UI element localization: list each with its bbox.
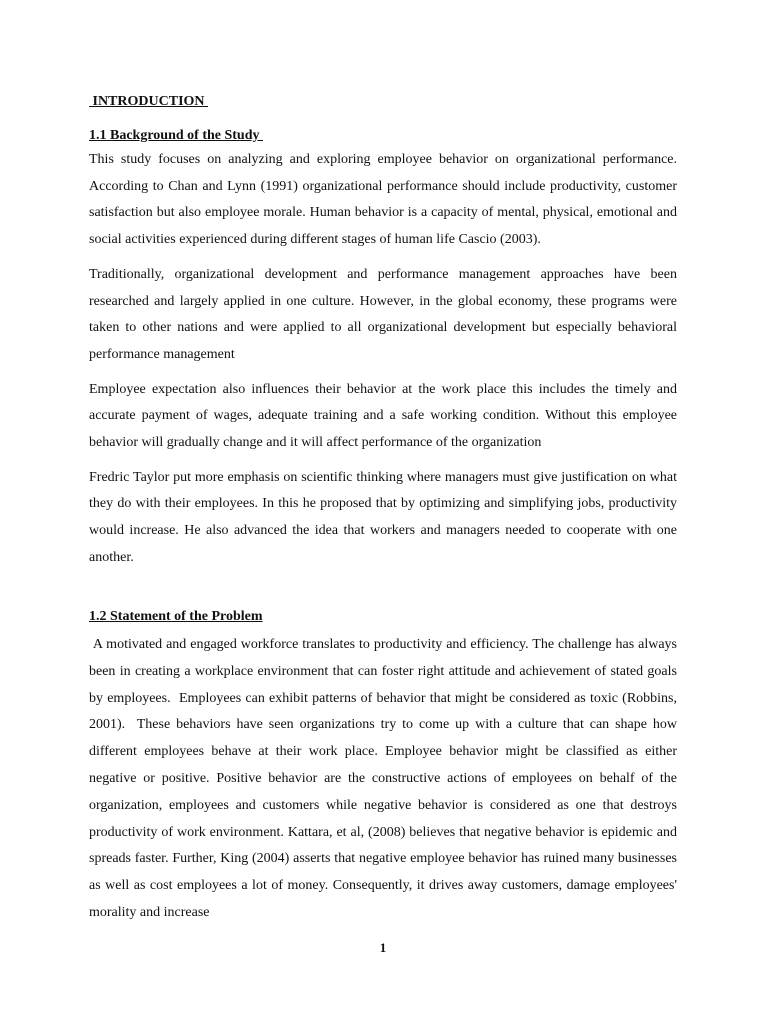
problem-section (89, 632, 681, 935)
background-section (89, 147, 681, 580)
background-paragraph: Employee expectation also influences their behavior at the work place this includes the timely and accurate payment of wages, adequate training and a safe working condition. Without this employee behavior will gradually change and it will affect performance of the organization (89, 381, 681, 451)
background-paragraph: Fredric Taylor put more emphasis on scientific thinking where managers must give justification on what they do with their employees. In this he proposed that by optimizing and simplifying jobs, productivity would increase. He also advanced the idea that workers and managers needed to cooperate with one another. (89, 469, 681, 565)
background-paragraph: Traditionally, organizational development and performance management approaches have been researched and largely applied in one culture. However, in the global economy, these programs were taken to other nations and were applied to all organizational development but especially behavioral performance management (89, 266, 681, 362)
problem-paragraph: A motivated and engaged workforce translates to productivity and efficiency. The challenge has always been in creating a workplace environment that can foster right attitude and achievement of stated goals by employees. Employees can exhibit patterns of behavior that might be considered as toxic (Robbins, 2001). These behaviors have seen organizations try to come up with a culture that can shape how different employees behave at their work place. Employee behavior might be classified as either negative or positive. Positive behavior are the constructive actions of employees on behalf of the organization, employees and customers while negative behavior is considered as one that destroys productivity of work environment. Kattara, et al, (2008) believes that negative behavior is epidemic and spreads faster. Further, King (2004) asserts that negative employee behavior has ruined many businesses as well as cost employees a lot of money. Consequently, it drives away customers, damage employees' morality and increase (89, 637, 681, 920)
page-number: 1 (379, 940, 387, 955)
problem-heading: 1.2 Statement of the Problem (89, 609, 263, 624)
introduction-heading: INTRODUCTION (89, 94, 209, 109)
document-page (89, 0, 681, 1024)
background-paragraph: This study focuses on analyzing and exploring employee behavior on organizational performance. According to Chan and Lynn (1991) organizational performance should include productivity, customer satisfaction but also employee morale. Human behavior is a capacity of mental, physical, emotional and social activities experienced during different stages of human life Cascio (2003). (89, 152, 681, 248)
background-heading: 1.1 Background of the Study (89, 128, 264, 143)
